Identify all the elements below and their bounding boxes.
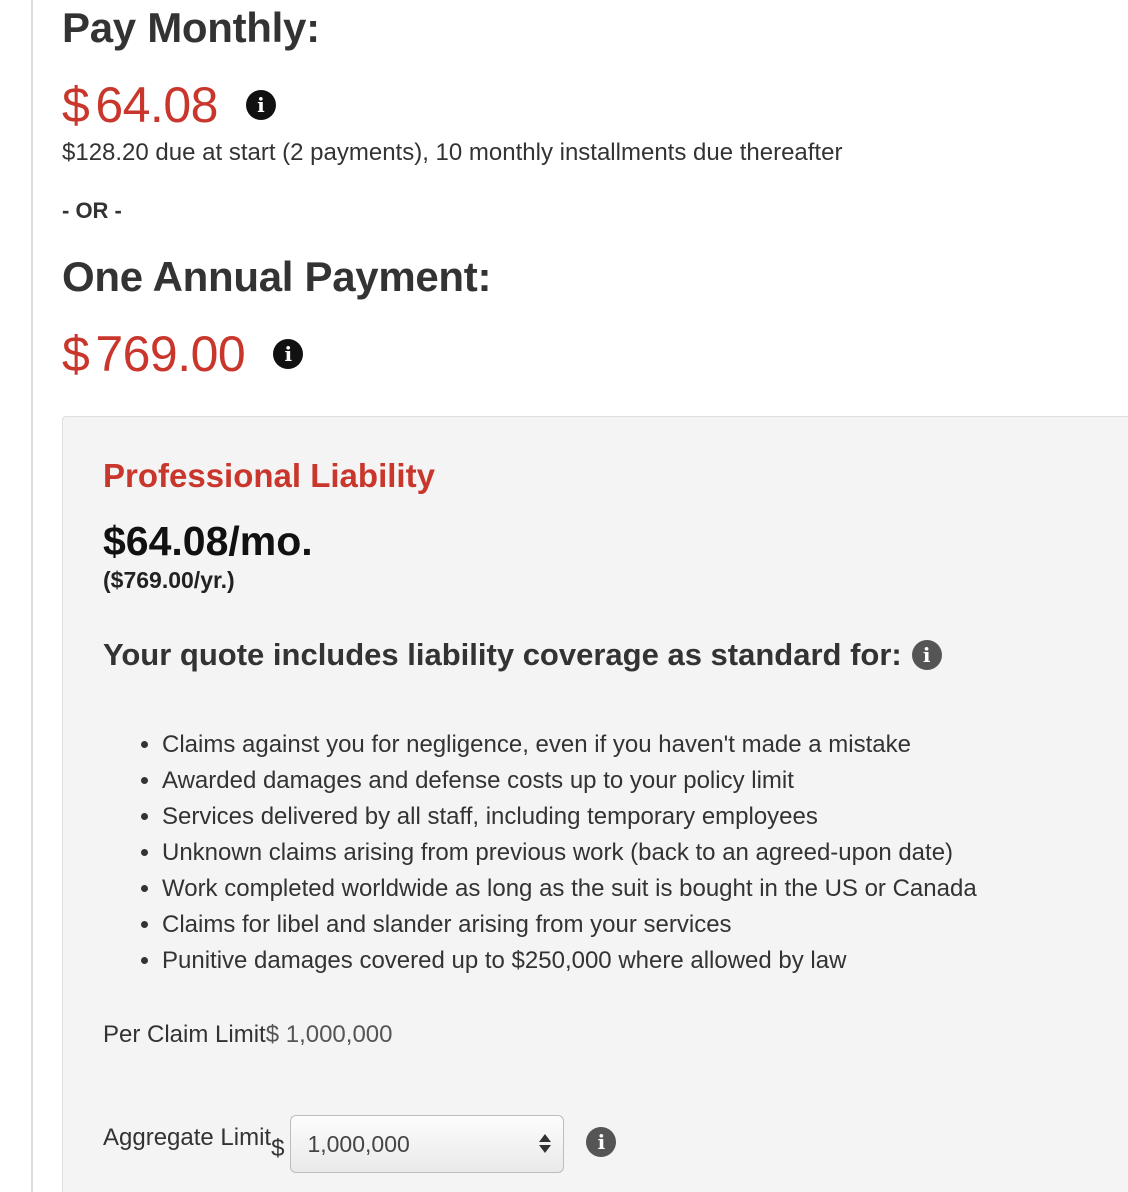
list-item: • Punitive damages covered up to $250,000 where allowed by law [162,943,977,979]
coverage-heading: Your quote includes liability coverage as standard for: [103,637,902,672]
monthly-price-row [62,76,276,134]
aggregate-limit-label: Aggregate Limit [103,1124,272,1151]
annual-payment-heading: One Annual Payment: [62,253,492,300]
coverage-info-icon[interactable]: i [912,640,942,670]
left-border [31,0,33,1192]
list-item: • Awarded damages and defense costs up to your policy limit [162,763,977,799]
pay-monthly-heading: Pay Monthly: [62,4,320,51]
per-claim-limit-value: $ 1,000,000 [265,1021,393,1048]
aggregate-limit-select[interactable] [290,1115,564,1173]
annual-price-row [62,325,303,383]
list-item: • Services delivered by all staff, including temporary employees [162,799,977,835]
list-item: • Unknown claims arising from previous work (back to an agreed-upon date) [162,835,977,871]
list-item: • Work completed worldwide as long as the suit is bought in the US or Canada [162,871,977,907]
coverage-list [103,727,977,979]
monthly-info-icon[interactable]: i [246,90,276,120]
annual-price: $ 769.00 [62,326,246,382]
aggregate-limit-selected-value: 1,000,000 [307,1130,410,1157]
monthly-price: $ 64.08 [62,77,218,133]
aggregate-limit-row [103,1103,616,1173]
panel-monthly-price: $64.08/mo. [103,518,313,564]
per-claim-limit-row [103,1021,393,1049]
aggregate-currency: $ [271,1135,285,1162]
per-claim-limit-label: Per Claim Limit [103,1021,266,1048]
monthly-due-note: $128.20 due at start (2 payments), 10 monthly installments due thereafter [62,139,843,166]
coverage-heading-row [103,637,942,673]
or-separator: - OR - [62,198,122,223]
select-arrows-icon [539,1134,551,1153]
list-item: • Claims for libel and slander arising from your services [162,907,977,943]
annual-info-icon[interactable]: i [273,339,303,369]
panel-yearly-price: ($769.00/yr.) [103,567,235,593]
aggregate-info-icon[interactable]: i [586,1127,616,1157]
professional-liability-panel [62,416,1128,1192]
panel-title: Professional Liability [103,457,435,494]
list-item: • Claims against you for negligence, even if you haven't made a mistake [162,727,977,763]
